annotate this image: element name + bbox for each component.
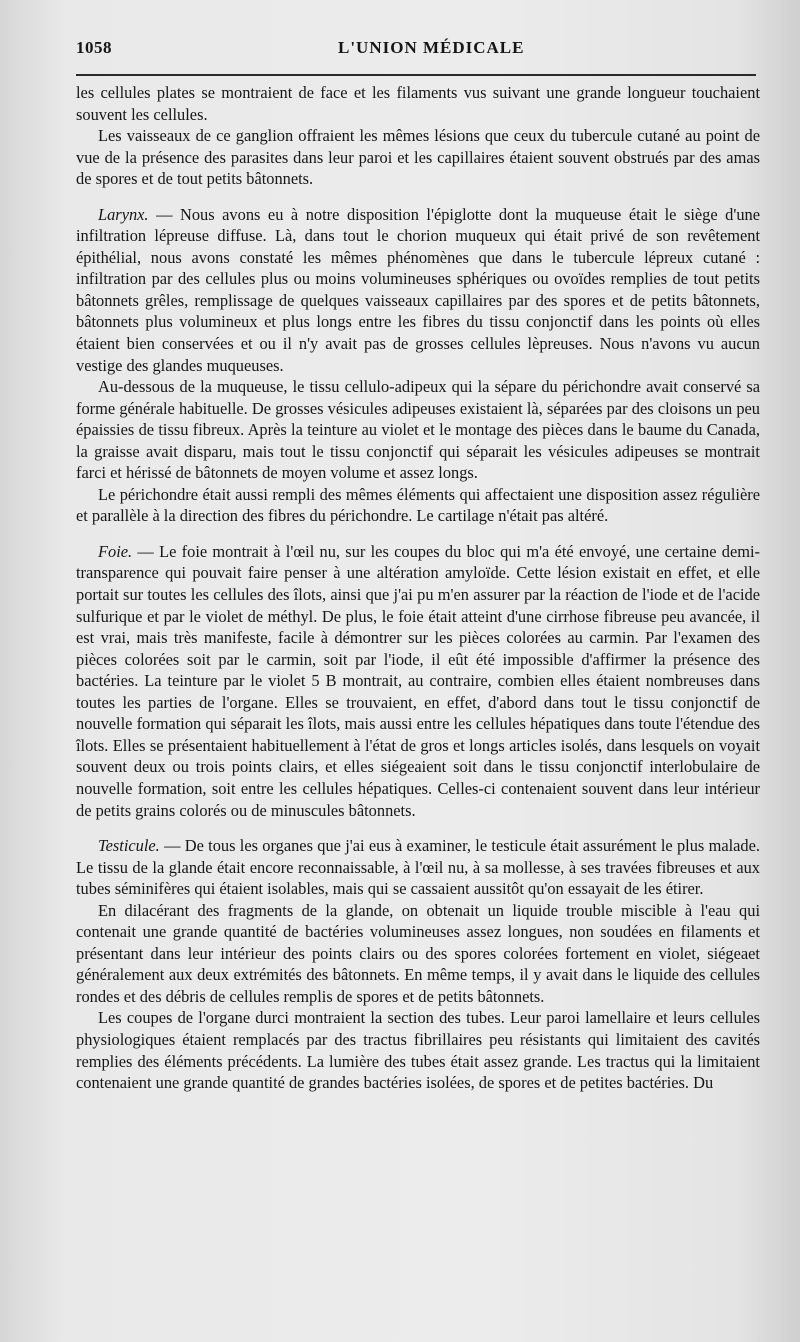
paragraph-perichondre [76,484,760,527]
paragraph-text: les cellules plates se montraient de face et les filaments vus suivant une grande longueur touchaient souvent les cellules. [76,83,760,124]
page-number: 1058 [76,38,112,57]
paragraph-coupes [76,1007,760,1093]
paragraph-vaisseaux [76,125,760,190]
section-heading-testicule: Testicule. [98,836,160,856]
section-foie [76,541,760,821]
header-rule [76,74,756,76]
running-header [76,38,756,66]
paragraph-text: Le périchondre était aussi rempli des mêmes éléments qui affectaient une disposition assez régulière et parallèle à la direction des fibres du périchondre. Le cartilage n'était pas altéré. [76,484,760,526]
paragraph-dilacerant [76,900,760,1008]
paragraph-continuation [76,82,760,125]
paragraph-text: Les vaisseaux de ce ganglion offraient les mêmes lésions que ceux du tubercule cutané au point de vue de la présence des parasites dans leur paroi et les capillaires étaient souvent obstrués par des amas de spores et de tout petits bâtonnets. [76,126,760,189]
section-heading-foie: Foie. [98,541,133,561]
paragraph-text: — Nous avons eu à notre disposition l'épiglotte dont la muqueuse était le siège d'une infiltration lépreuse diffuse. Là, dans tout le chorion muqueux qui était privé de son revêtement épithélial, nous avons constaté les mêmes phénomènes que dans le tubercule lépreux cutané : infiltration par des cellules plus ou moins volumineuses sphériques ou ovoïdes remplies de tout petits bâtonnets grêles, remplissage de quelques vaisseaux capillaires par des spores et de petits bâtonnets, bâtonnets plus volumineux et plus longs entre les fibres du tissu conjonctif dans les points où elles étaient bien conservées et ou il n'y avait pas de grosses cellules lèpreuses. Nous n'avons vu aucun vestige des glandes muqueuses. [76,204,760,375]
section-larynx [76,204,760,376]
paragraph-text: — Le foie montrait à l'œil nu, sur les coupes du bloc qui m'a été envoyé, une certaine demi-transparence qui pouvait faire penser à une altération amyloïde. Cette lésion existait en effet, et elle portait sur toutes les cellules des îlots, ainsi que j'ai pu m'en assurer par la réaction de l'iode et de l'acide sulfurique et par le violet de méthyl. De plus, le foie était atteint d'une cirrhose fibreuse peu avancée, il est vrai, mais très manifeste, facile à démontrer sur les pièces colorées au carmin. Par l'examen des pièces colorées soit par le carmin, soit par l'iode, il eût été impossible d'affirmer la présence des bactéries. La teinture par le violet 5 B montrait, au contraire, combien elles étaient nombreuses dans toutes les parties de l'organe. Elles se trouvaient, en effet, d'abord dans tout le tissu conjonctif de nouvelle formation qui séparait les îlots, mais aussi entre les cellules hépatiques dans toute l'étendue des îlots. Elles se présentaient habituellement à l'état de gros et longs articles isolés, dans lesquels on voyait souvent deux ou trois points clairs, et elles siégeaient soit dans le tissu conjonctif interlobulaire de nouvelle formation, soit entre les cellules hépatiques. Celles-ci contenaient souvent dans leur intérieur de petits grains colorés ou de minuscules bâtonnets. [76,541,760,820]
section-testicule [76,835,760,900]
paragraph-text: Les coupes de l'organe durci montraient la section des tubes. Leur paroi lamellaire et leurs cellules physiologiques étaient remplacés par des tractus fibrillaires peu résistants qui limitaient des cavités remplies des éléments précédents. La lumière des tubes était assez grande. Les tractus qui la limitaient contenaient une grande quantité de grandes bactéries isolées, de spores et de petites bactéries. Du [76,1008,760,1093]
body-text [76,82,760,1094]
paragraph-text: — De tous les organes que j'ai eus à examiner, le testicule était assurément le plus malade. Le tissu de la glande était encore reconnaissable, à l'œil nu, à sa mollesse, à ses travées fibreuses et aux tubes séminifères qui étaient isolables, mais qui se cassaient aussitôt qu'on essayait de les étirer. [76,836,760,899]
paragraph-text: Au-dessous de la muqueuse, le tissu cellulo-adipeux qui la sépare du périchondre avait conservé sa forme générale habituelle. De grosses vésicules adipeuses existaient là, séparées par des cloisons un peu épaissies de tissu fibreux. Après la teinture au violet et le montage des pièces dans le baume du Canada, la graisse avait disparu, mais tout le tissu conjonctif qui séparait les vésicules adipeuses se montrait farci et hérissé de bâtonnets de moyen volume et assez longs. [76,377,760,483]
paragraph-text: En dilacérant des fragments de la glande, on obtenait un liquide trouble miscible à l'eau qui contenait une grande quantité de bactéries volumineuses assez longues, non soudées en filaments et présentant dans leur intérieur des points clairs ou des spores colorées fortement en violet, siégeaet généralement aux deux extrémités des bâtonnets. En même temps, il y avait dans le liquide des cellules rondes et des débris de cellules remplis de spores et de petits bâtonnets. [76,900,760,1006]
section-heading-larynx: Larynx. [98,204,149,224]
paragraph-muqueuse [76,376,760,484]
running-title: L'UNION MÉDICALE [338,38,525,57]
